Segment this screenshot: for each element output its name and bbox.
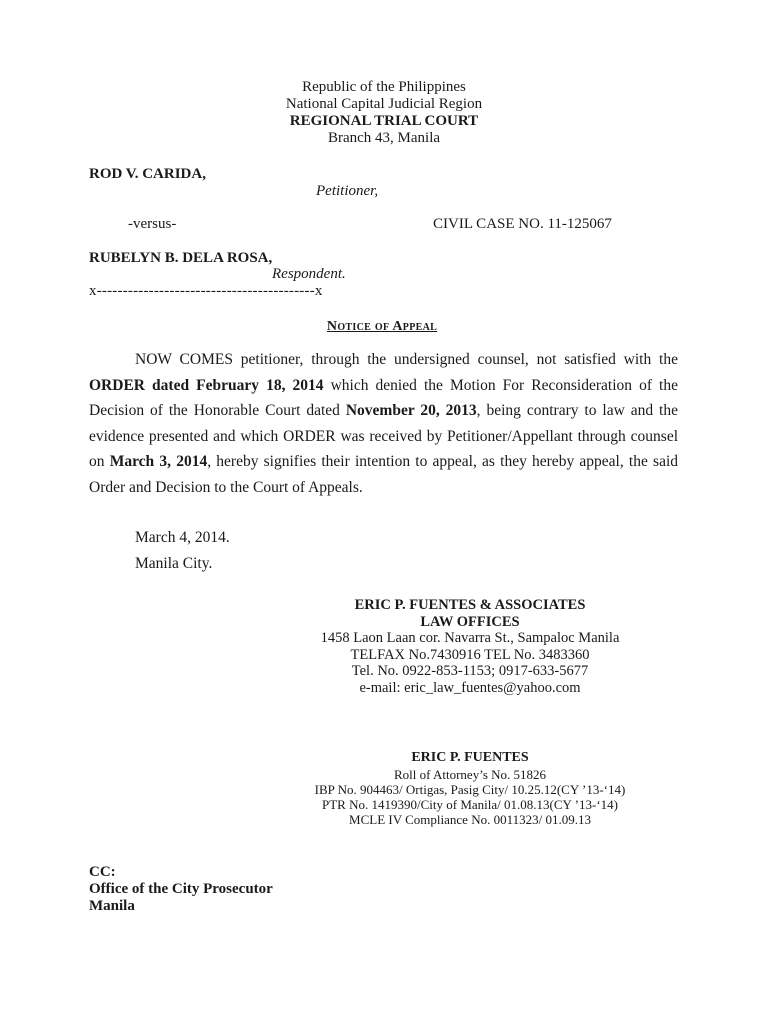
header-region: National Capital Judicial Region — [285, 96, 483, 112]
petitioner-role: Petitioner, — [316, 183, 379, 199]
body-text-2: which denied the Motion For Reconsideration of the Decision of the Honorable Court dated — [89, 376, 678, 419]
petitioner-name: ROD V. CARIDA, — [89, 166, 206, 182]
civil-case-number: CIVIL CASE NO. 11-125067 — [433, 216, 612, 232]
firm-address: 1458 Laon Laan cor. Navarra St., Sampaloc Manila — [320, 630, 620, 646]
firm-telephone: Tel. No. 0922-853-1153; 0917-633-5677 — [351, 663, 589, 679]
attorney-ibp: IBP No. 904463/ Ortigas, Pasig City/ 10.25.12(CY ’13-‘14) — [314, 782, 626, 797]
signing-place: Manila City. — [135, 555, 213, 572]
signing-date: March 4, 2014. — [135, 529, 230, 546]
attorney-roll: Roll of Attorney’s No. 51826 — [393, 767, 547, 782]
attorney-name: ERIC P. FUENTES — [411, 750, 529, 765]
firm-telfax: TELFAX No.7430916 TEL No. 3483360 — [350, 646, 590, 663]
versus-label: -versus- — [128, 216, 177, 232]
header-branch: Branch 43, Manila — [327, 130, 441, 146]
attorney-mcle: MCLE IV Compliance No. 0011323/ 01.09.13 — [349, 812, 591, 827]
respondent-role: Respondent. — [272, 266, 346, 282]
cc-block — [89, 864, 273, 915]
cc-label: CC: — [89, 864, 116, 880]
received-date: March 3, 2014 — [109, 453, 208, 470]
body-text-4: , hereby signifies their intention to appeal, as they hereby appeal, the said Order and Decision to the Court of Appeals. — [89, 453, 679, 496]
header-republic: Republic of the Philippines — [302, 79, 466, 95]
respondent-name: RUBELYN B. DELA ROSA, — [89, 250, 273, 266]
caption-separator: x------------------------------------------x — [89, 283, 323, 299]
attorney-block — [280, 750, 660, 827]
firm-name: ERIC P. FUENTES & ASSOCIATES — [354, 597, 586, 613]
court-header — [0, 79, 768, 147]
attorney-ptr: PTR No. 1419390/City of Manila/ 01.08.13(CY ’13-‘14) — [322, 797, 618, 812]
header-court: REGIONAL TRIAL COURT — [289, 113, 479, 129]
body-text-3: , being contrary to law and the evidence presented and which ORDER was received by Petitioner/Appellant through counsel on — [89, 402, 678, 470]
cc-office: Office of the City Prosecutor — [89, 881, 273, 897]
firm-subtitle: LAW OFFICES — [420, 613, 520, 630]
body-text-1: NOW COMES petitioner, through the undersigned counsel, not satisfied with the — [135, 351, 678, 368]
firm-email: e-mail: eric_law_fuentes@yahoo.com — [359, 679, 581, 696]
document-title: Notice of Appeal — [326, 319, 438, 334]
decision-date: November 20, 2013 — [345, 402, 477, 419]
order-date: ORDER dated February 18, 2014 — [89, 376, 324, 394]
body-paragraph — [89, 347, 678, 500]
law-firm-block — [290, 597, 650, 696]
cc-city: Manila — [89, 898, 135, 914]
